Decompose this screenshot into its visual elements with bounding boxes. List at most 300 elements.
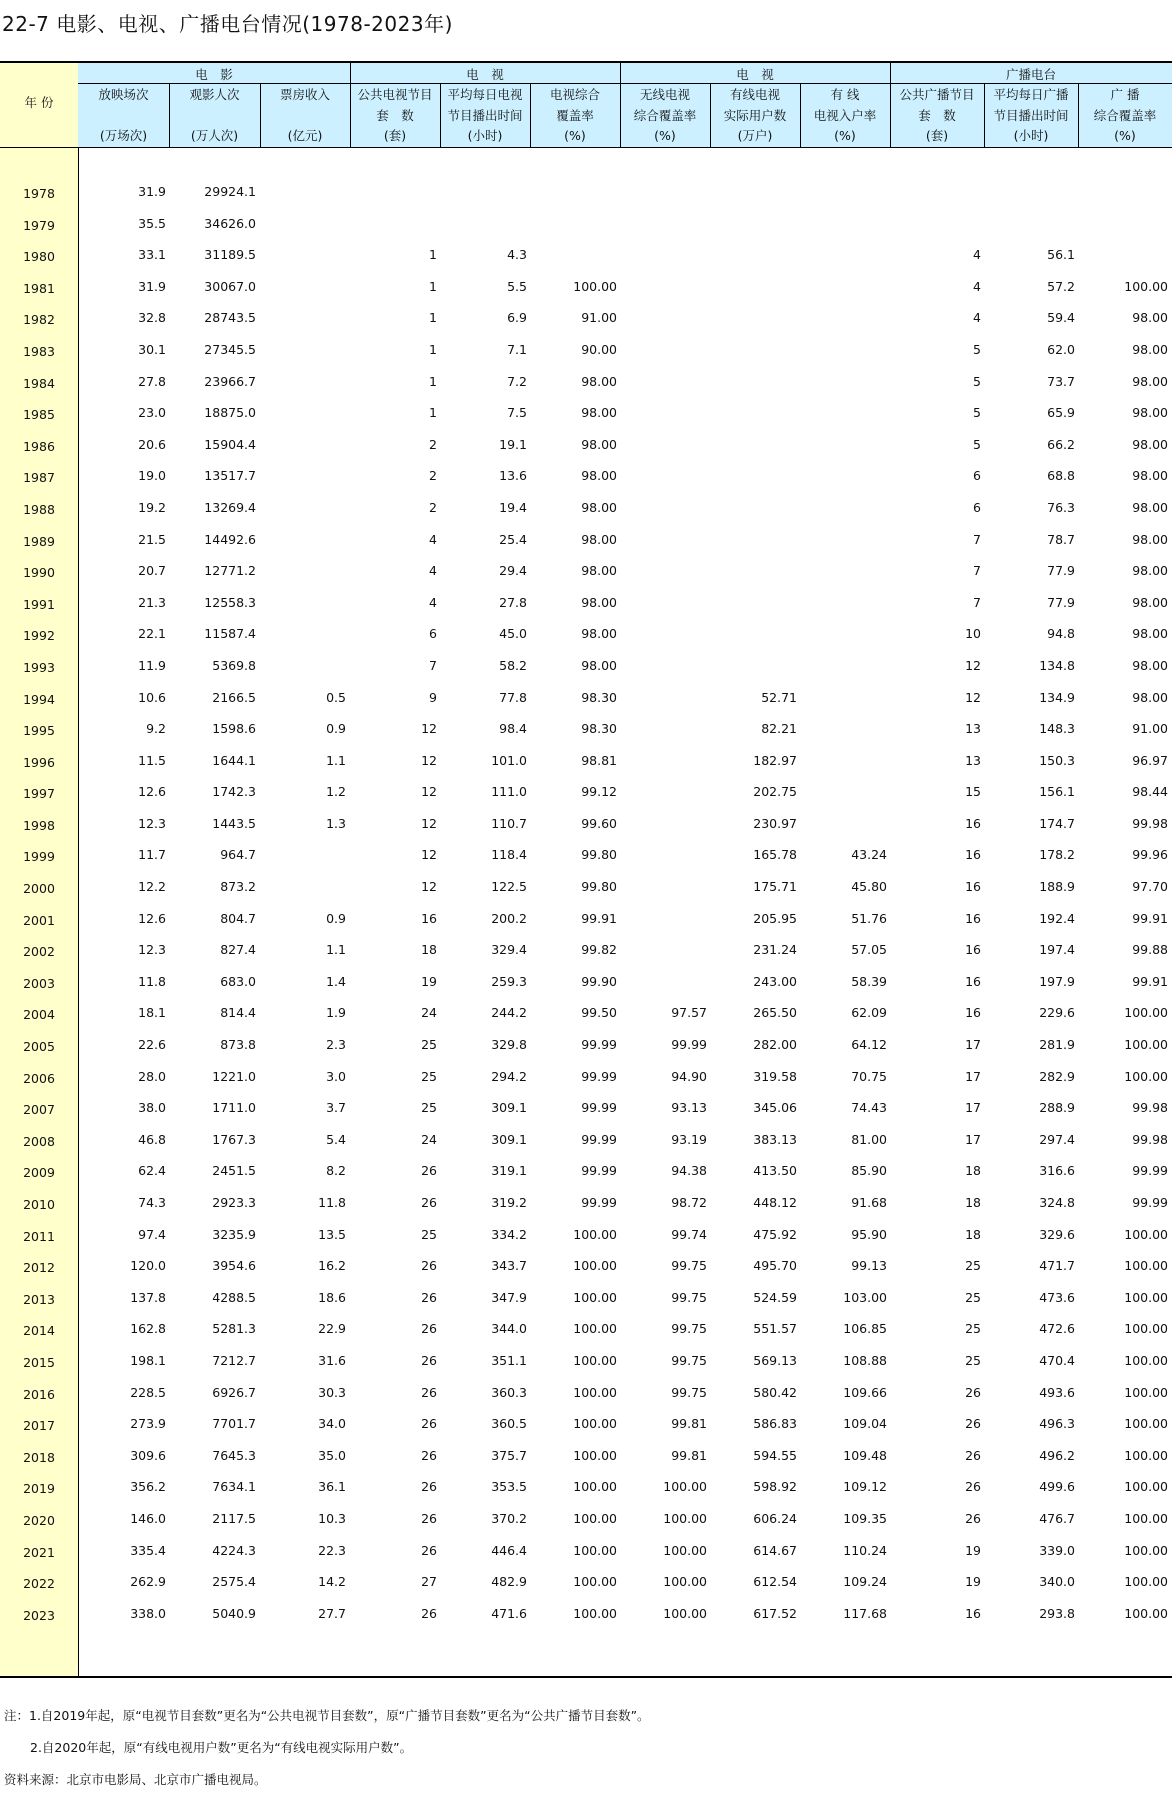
table-cell: 482.9	[491, 1574, 527, 1590]
table-cell: 122.5	[491, 879, 527, 895]
column-header-label: 综合覆盖率	[633, 107, 697, 123]
table-cell: 804.7	[220, 910, 256, 926]
table-cell: 319.1	[491, 1163, 527, 1179]
column-header	[710, 85, 800, 147]
table-cell: 100.00	[573, 1447, 617, 1463]
table-cell: 25	[965, 1321, 981, 1337]
table-cell: 360.5	[491, 1416, 527, 1432]
table-cell: 100.00	[573, 1352, 617, 1368]
table-cell: 6926.7	[212, 1384, 256, 1400]
table-cell: 96.97	[1132, 752, 1168, 768]
table-cell: 2	[429, 436, 437, 452]
table-cell: 100.00	[573, 1321, 617, 1337]
table-cell: 586.83	[753, 1416, 797, 1432]
table-cell: 62.4	[138, 1163, 166, 1179]
table-cell: 12558.3	[204, 594, 256, 610]
table-cell: 360.3	[491, 1384, 527, 1400]
column-header-label: 电视综合	[549, 87, 600, 102]
table-cell: 94.8	[1047, 626, 1075, 642]
table-cell: 99.12	[581, 784, 617, 800]
table-cell: 98.00	[1132, 468, 1168, 484]
table-cell: 100.00	[573, 1384, 617, 1400]
table-cell: 345.06	[753, 1100, 797, 1116]
table-cell: 19	[965, 1542, 981, 1558]
table-cell: 77.8	[499, 689, 527, 705]
table-cell: 16	[965, 879, 981, 895]
table-cell: 288.9	[1039, 1100, 1075, 1116]
table-cell: 175.71	[753, 879, 797, 895]
table-cell: 99.88	[1132, 942, 1168, 958]
table-row	[0, 645, 1172, 677]
table-cell: 35.5	[138, 215, 166, 231]
table-row	[0, 582, 1172, 614]
column-header-unit: (万人次)	[190, 128, 239, 143]
table-cell: 98.00	[1132, 689, 1168, 705]
table-cell: 98.00	[581, 531, 617, 547]
table-cell: 471.7	[1039, 1258, 1075, 1274]
table-cell: 231.24	[753, 942, 797, 958]
table-cell: 156.1	[1039, 784, 1075, 800]
table-cell: 100.00	[1124, 1352, 1168, 1368]
table-cell: 293.8	[1039, 1605, 1075, 1621]
table-cell: 81.00	[851, 1131, 887, 1147]
table-cell: 7	[429, 657, 437, 673]
table-cell: 14.2	[318, 1574, 346, 1590]
table-cell: 370.2	[491, 1510, 527, 1526]
table-cell: 28743.5	[204, 310, 256, 326]
table-cell: 35.0	[318, 1447, 346, 1463]
table-cell: 1.3	[326, 815, 346, 831]
table-cell: 90.00	[581, 341, 617, 357]
table-cell: 99.75	[671, 1321, 707, 1337]
column-header-unit: (%)	[654, 128, 676, 143]
table-row	[0, 1340, 1172, 1372]
table-cell: 448.12	[753, 1195, 797, 1210]
year-cell: 2000	[23, 881, 55, 897]
table-cell: 100.00	[1124, 1542, 1168, 1558]
table-cell: 243.00	[753, 973, 797, 989]
table-cell: 36.1	[318, 1479, 346, 1495]
year-cell: 2017	[23, 1418, 55, 1434]
table-cell: 98.00	[1132, 499, 1168, 515]
table-cell: 344.0	[491, 1321, 527, 1337]
table-cell: 4288.5	[212, 1289, 256, 1305]
table-cell: 319.58	[753, 1068, 797, 1084]
column-header	[620, 85, 710, 147]
table-cell: 1	[429, 247, 437, 263]
table-cell: 109.04	[843, 1416, 887, 1432]
table-cell: 7645.3	[212, 1447, 256, 1463]
table-cell: 20.6	[138, 436, 166, 452]
footnotes	[4, 1700, 650, 1796]
table-cell: 100.00	[573, 1258, 617, 1274]
column-header-label: 综合覆盖率	[1093, 107, 1157, 123]
table-cell: 472.6	[1039, 1321, 1075, 1337]
table-cell: 98.00	[1132, 657, 1168, 673]
table-cell: 26	[421, 1416, 437, 1432]
column-header	[530, 85, 620, 147]
year-cell: 2021	[23, 1544, 55, 1560]
table-row	[0, 929, 1172, 961]
table-cell: 100.00	[663, 1479, 707, 1495]
table-cell: 1221.0	[212, 1068, 256, 1084]
table-cell: 100.00	[663, 1542, 707, 1558]
table-cell: 10	[965, 626, 981, 642]
column-header-label: 有线电视	[729, 87, 780, 102]
table-cell: 873.8	[220, 1037, 256, 1053]
table-row	[0, 771, 1172, 803]
table-cell: 97.57	[671, 1005, 707, 1021]
year-cell: 2004	[23, 1007, 55, 1023]
table-cell: 2451.5	[212, 1163, 256, 1179]
table-cell: 100.00	[663, 1574, 707, 1590]
year-column-header: 年 份	[24, 95, 54, 110]
column-header-label: 节目播出时间	[993, 107, 1069, 123]
year-cell: 2005	[23, 1039, 55, 1055]
year-cell: 1980	[23, 249, 55, 265]
table-cell: 99.99	[581, 1068, 617, 1084]
table-cell: 65.9	[1047, 405, 1075, 421]
table-cell: 99.99	[1132, 1195, 1168, 1210]
table-row	[0, 550, 1172, 582]
table-cell: 15	[965, 784, 981, 800]
table-cell: 59.4	[1047, 310, 1075, 326]
table-cell: 28.0	[138, 1068, 166, 1084]
table-row	[0, 1308, 1172, 1340]
table-cell: 13517.7	[204, 468, 256, 484]
footnote-2: 2.自2020年起，原“有线电视用户数”更名为“有线电视实际用户数”。	[30, 1740, 413, 1755]
table-cell: 3954.6	[212, 1258, 256, 1274]
year-cell: 2003	[23, 975, 55, 991]
table-cell: 569.13	[753, 1352, 797, 1368]
table-body	[0, 171, 1172, 1624]
table-cell: 77.9	[1047, 563, 1075, 579]
table-cell: 18.6	[318, 1289, 346, 1305]
table-cell: 100.00	[663, 1510, 707, 1526]
column-header-unit: (%)	[834, 128, 856, 143]
table-cell: 98.00	[581, 594, 617, 610]
table-cell: 6	[429, 626, 437, 642]
table-cell: 1711.0	[212, 1100, 256, 1116]
table-cell: 12.3	[138, 942, 166, 958]
column-header-label: 无线电视	[639, 87, 690, 102]
year-cell: 1991	[23, 596, 55, 612]
table-cell: 99.81	[671, 1416, 707, 1432]
table-cell: 100.00	[1124, 1447, 1168, 1463]
table-cell: 476.7	[1039, 1510, 1075, 1526]
statistics-table	[0, 61, 1172, 1678]
table-row	[0, 961, 1172, 993]
table-cell: 499.6	[1039, 1479, 1075, 1495]
table-cell: 26	[421, 1447, 437, 1463]
table-cell: 6.9	[507, 310, 527, 326]
column-header-label: 覆盖率	[556, 107, 594, 123]
table-cell: 5281.3	[212, 1321, 256, 1337]
table-cell: 93.13	[671, 1100, 707, 1116]
column-header-label: 有 线	[830, 87, 860, 102]
table-cell: 21.3	[138, 594, 166, 610]
table-cell: 13	[965, 721, 981, 737]
table-cell: 150.3	[1039, 752, 1075, 768]
table-cell: 99.99	[581, 1195, 617, 1210]
table-cell: 27345.5	[204, 341, 256, 357]
table-row	[0, 297, 1172, 329]
table-cell: 98.00	[1132, 531, 1168, 547]
table-row	[0, 1372, 1172, 1404]
table-cell: 3235.9	[212, 1226, 256, 1242]
table-cell: 25	[965, 1289, 981, 1305]
table-cell: 99.96	[1132, 847, 1168, 863]
table-cell: 5.5	[507, 278, 527, 294]
table-cell: 99.91	[1132, 973, 1168, 989]
table-cell: 0.9	[326, 910, 346, 926]
year-cell: 2010	[23, 1197, 55, 1212]
table-cell: 31189.5	[204, 247, 256, 263]
table-cell: 9	[429, 689, 437, 705]
table-cell: 11.8	[318, 1195, 346, 1210]
table-cell: 827.4	[220, 942, 256, 958]
table-cell: 100.00	[573, 1605, 617, 1621]
table-row	[0, 677, 1172, 709]
table-cell: 99.75	[671, 1384, 707, 1400]
table-cell: 16	[965, 942, 981, 958]
column-header-label: 放映场次	[98, 87, 149, 102]
table-cell: 4224.3	[212, 1542, 256, 1558]
year-cell: 1986	[23, 438, 55, 454]
year-cell: 2018	[23, 1449, 55, 1465]
table-cell: 16	[965, 973, 981, 989]
table-cell: 98.00	[581, 468, 617, 484]
table-row	[0, 266, 1172, 298]
table-cell: 99.99	[1132, 1163, 1168, 1179]
table-cell: 26	[421, 1321, 437, 1337]
table-cell: 496.2	[1039, 1447, 1075, 1463]
table-cell: 3.7	[326, 1100, 346, 1116]
table-row	[0, 1277, 1172, 1309]
table-row	[0, 992, 1172, 1024]
table-cell: 3.0	[326, 1068, 346, 1084]
table-cell: 45.80	[851, 879, 887, 895]
table-cell: 1	[429, 310, 437, 326]
table-cell: 7701.7	[212, 1416, 256, 1432]
table-cell: 1.2	[326, 784, 346, 800]
table-cell: 99.81	[671, 1447, 707, 1463]
table-cell: 98.00	[1132, 310, 1168, 326]
table-cell: 99.13	[851, 1258, 887, 1274]
table-cell: 383.13	[753, 1131, 797, 1147]
table-cell: 1.1	[326, 942, 346, 958]
table-cell: 82.21	[761, 721, 797, 737]
year-cell: 2009	[23, 1165, 55, 1181]
year-cell: 1988	[23, 501, 55, 517]
table-cell: 100.00	[1124, 278, 1168, 294]
table-cell: 98.00	[1132, 563, 1168, 579]
table-cell: 18	[421, 942, 437, 958]
table-cell: 98.30	[581, 721, 617, 737]
table-cell: 6	[973, 499, 981, 515]
table-row	[0, 708, 1172, 740]
table-cell: 101.0	[491, 752, 527, 768]
table-cell: 329.6	[1039, 1226, 1075, 1242]
column-header-unit: (小时)	[467, 128, 503, 143]
table-cell: 16	[965, 847, 981, 863]
table-row	[0, 866, 1172, 898]
table-cell: 26	[421, 1605, 437, 1621]
year-cell: 1997	[23, 786, 55, 802]
column-header	[169, 85, 260, 147]
year-cell: 2011	[23, 1228, 55, 1244]
table-cell: 230.97	[753, 815, 797, 831]
table-cell: 57.2	[1047, 278, 1075, 294]
table-cell: 103.00	[843, 1289, 887, 1305]
group-header-tv-1: 电 视	[466, 67, 504, 82]
table-cell: 20.7	[138, 563, 166, 579]
table-cell: 470.4	[1039, 1352, 1075, 1368]
table-cell: 2.3	[326, 1037, 346, 1053]
table-cell: 281.9	[1039, 1037, 1075, 1053]
table-cell: 606.24	[753, 1510, 797, 1526]
table-cell: 94.38	[671, 1163, 707, 1179]
table-row	[0, 1150, 1172, 1182]
table-cell: 229.6	[1039, 1005, 1075, 1021]
table-cell: 0.9	[326, 721, 346, 737]
table-cell: 329.4	[491, 942, 527, 958]
table-cell: 85.90	[851, 1163, 887, 1179]
year-cell: 2007	[23, 1102, 55, 1118]
table-cell: 100.00	[573, 1542, 617, 1558]
table-cell: 11.7	[138, 847, 166, 863]
year-cell: 1996	[23, 754, 55, 770]
table-cell: 17	[965, 1131, 981, 1147]
table-cell: 38.0	[138, 1100, 166, 1116]
table-cell: 353.5	[491, 1479, 527, 1495]
table-cell: 5	[973, 341, 981, 357]
table-cell: 6	[973, 468, 981, 484]
table-cell: 98.81	[581, 752, 617, 768]
table-row	[0, 1530, 1172, 1562]
table-row	[0, 1245, 1172, 1277]
table-cell: 580.42	[753, 1384, 797, 1400]
year-cell: 2015	[23, 1354, 55, 1370]
table-cell: 7.5	[507, 405, 527, 421]
table-cell: 13.5	[318, 1226, 346, 1242]
table-row	[0, 1182, 1172, 1214]
table-cell: 4	[429, 531, 437, 547]
column-header	[350, 85, 440, 147]
table-cell: 134.9	[1039, 689, 1075, 705]
table-cell: 17	[965, 1100, 981, 1116]
table-cell: 99.99	[581, 1163, 617, 1179]
table-cell: 100.00	[1124, 1510, 1168, 1526]
table-cell: 1644.1	[212, 752, 256, 768]
table-cell: 22.1	[138, 626, 166, 642]
table-cell: 1	[429, 405, 437, 421]
table-cell: 19.2	[138, 499, 166, 515]
table-row	[0, 171, 1172, 203]
table-cell: 18875.0	[204, 405, 256, 421]
year-cell: 2002	[23, 944, 55, 960]
table-cell: 12.6	[138, 784, 166, 800]
table-cell: 62.0	[1047, 341, 1075, 357]
table-cell: 99.98	[1132, 1131, 1168, 1147]
table-cell: 282.00	[753, 1037, 797, 1053]
table-cell: 100.00	[663, 1605, 707, 1621]
table-row	[0, 392, 1172, 424]
table-cell: 496.3	[1039, 1416, 1075, 1432]
table-cell: 46.8	[138, 1131, 166, 1147]
table-cell: 45.0	[499, 626, 527, 642]
table-cell: 74.43	[851, 1100, 887, 1116]
table-cell: 10.3	[318, 1510, 346, 1526]
table-cell: 98.00	[1132, 594, 1168, 610]
table-cell: 25	[421, 1100, 437, 1116]
table-cell: 1.9	[326, 1005, 346, 1021]
table-cell: 964.7	[220, 847, 256, 863]
table-cell: 205.95	[753, 910, 797, 926]
table-cell: 58.2	[499, 657, 527, 673]
table-cell: 98.00	[581, 373, 617, 389]
header-group-rule	[78, 83, 1172, 84]
table-cell: 8.2	[326, 1163, 346, 1179]
table-row	[0, 803, 1172, 835]
table-cell: 617.52	[753, 1605, 797, 1621]
table-cell: 93.19	[671, 1131, 707, 1147]
table-cell: 1598.6	[212, 721, 256, 737]
table-cell: 7	[973, 563, 981, 579]
table-row	[0, 1056, 1172, 1088]
table-cell: 7.1	[507, 341, 527, 357]
table-cell: 97.70	[1132, 879, 1168, 895]
table-cell: 100.00	[1124, 1416, 1168, 1432]
table-cell: 91.00	[581, 310, 617, 326]
year-cell: 2008	[23, 1133, 55, 1149]
table-cell: 99.80	[581, 879, 617, 895]
table-row	[0, 740, 1172, 772]
table-cell: 7634.1	[212, 1479, 256, 1495]
table-cell: 98.44	[1132, 784, 1168, 800]
column-header-label: 平均每日广播	[993, 87, 1069, 102]
table-row	[0, 1466, 1172, 1498]
table-cell: 228.5	[130, 1384, 166, 1400]
table-cell: 4	[973, 310, 981, 326]
table-cell: 12.3	[138, 815, 166, 831]
table-cell: 2575.4	[212, 1574, 256, 1590]
table-cell: 162.8	[130, 1321, 166, 1337]
column-header-unit: (套)	[925, 128, 949, 143]
table-cell: 16	[965, 1005, 981, 1021]
table-cell: 43.24	[851, 847, 887, 863]
table-cell: 7212.7	[212, 1352, 256, 1368]
table-cell: 493.6	[1039, 1384, 1075, 1400]
table-cell: 2923.3	[212, 1195, 256, 1210]
table-cell: 23.0	[138, 405, 166, 421]
table-cell: 27.7	[318, 1605, 346, 1621]
header-bottom-rule	[0, 147, 1172, 148]
table-cell: 100.00	[1124, 1605, 1168, 1621]
table-cell: 598.92	[753, 1479, 797, 1495]
column-header-unit: (套)	[383, 128, 407, 143]
column-header	[1078, 85, 1172, 147]
table-cell: 2	[429, 499, 437, 515]
year-cell: 1984	[23, 375, 55, 391]
table-cell: 100.00	[1124, 1226, 1168, 1242]
group-header-radio: 广播电台	[1005, 67, 1056, 82]
table-cell: 26	[421, 1479, 437, 1495]
table-cell: 446.4	[491, 1542, 527, 1558]
table-cell: 76.3	[1047, 499, 1075, 515]
table-cell: 99.91	[1132, 910, 1168, 926]
table-cell: 34626.0	[204, 215, 256, 231]
